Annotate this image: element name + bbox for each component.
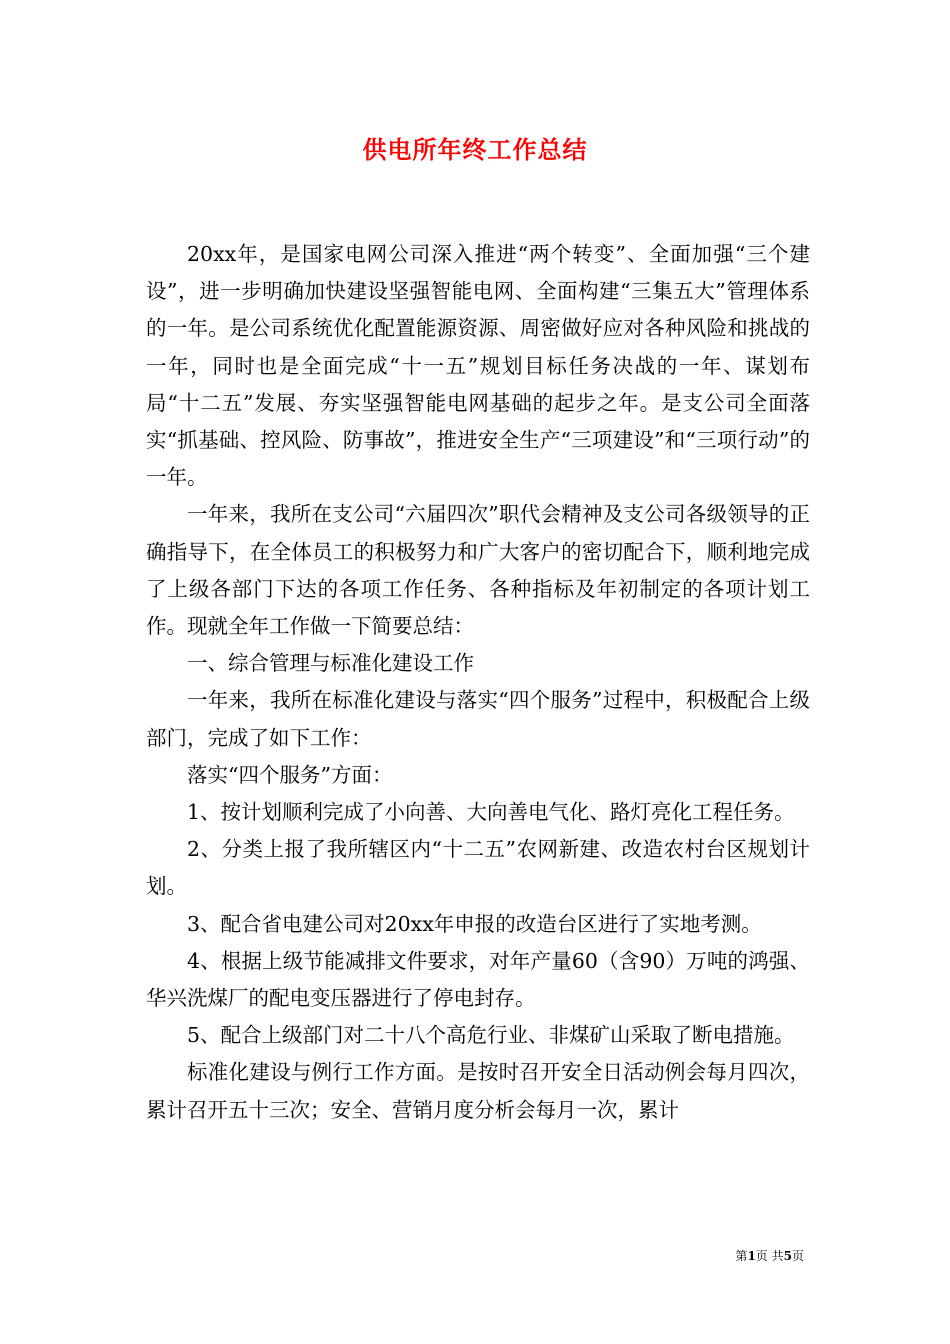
page-number-footer <box>735 1248 804 1264</box>
paragraph-section-intro: 一年来，我所在标准化建设与落实“四个服务”过程中，积极配合上级部门，完成了如下工作： <box>146 688 810 750</box>
list-item: 4、根据上级节能减排文件要求，对年产量60（含90）万吨的鸿强、华兴洗煤厂的配电变压器进行了停电封存。 <box>146 948 810 1011</box>
list-item: 1、按计划顺利完成了小向善、大向善电气化、路灯亮化工程任务。 <box>187 800 795 825</box>
subheading-four-services: 落实“四个服务”方面： <box>187 762 393 787</box>
paragraph-summary: 一年来，我所在支公司“六届四次”职代会精神及支公司各级领导的正确指导下，在全体员工的积极努力和广大客户的密切配合下，顺利地完成了上级各部门下达的各项工作任务、各种指标及年初制定的各项计划工作。现就全年工作做一下简要总结： <box>146 502 810 639</box>
paragraph-intro: 20xx年，是国家电网公司深入推进“两个转变”、全面加强“三个建设”，进一步明确加快建设坚强智能电网、全面构建“三集五大”管理体系的一年。是公司系统优化配置能源资源、周密做好应对各种风险和挑战的一年，同时也是全面完成“十一五”规划目标任务决战的一年、谋划布局“十二五”发展、夯实坚强智能电网基础的起步之年。是支公司全面落实“抓基础、控风险、防事故”，推进安全生产“三项建设”和“三项行动”的一年。 <box>146 242 810 490</box>
list-item: 3、配合省电建公司对20xx年申报的改造台区进行了实地考测。 <box>187 911 762 936</box>
page-middle: 页 共 <box>755 1249 784 1263</box>
document-title: 供电所年终工作总结 <box>362 135 588 164</box>
total-page-number: 5 <box>783 1249 792 1263</box>
page-prefix: 第 <box>735 1249 748 1263</box>
document-body <box>146 236 810 1129</box>
current-page-number: 1 <box>747 1249 756 1263</box>
list-item: 5、配合上级部门对二十八个高危行业、非煤矿山采取了断电措施。 <box>187 1023 795 1048</box>
page-suffix: 页 <box>791 1249 804 1263</box>
section-heading-1: 一、综合管理与标准化建设工作 <box>187 651 474 676</box>
paragraph-standardization: 标准化建设与例行工作方面。是按时召开安全日活动例会每月四次，累计召开五十三次；安全、营销月度分析会每月一次，累计 <box>146 1060 810 1122</box>
list-item: 2、分类上报了我所辖区内“十二五”农网新建、改造农村台区规划计划。 <box>146 837 810 899</box>
